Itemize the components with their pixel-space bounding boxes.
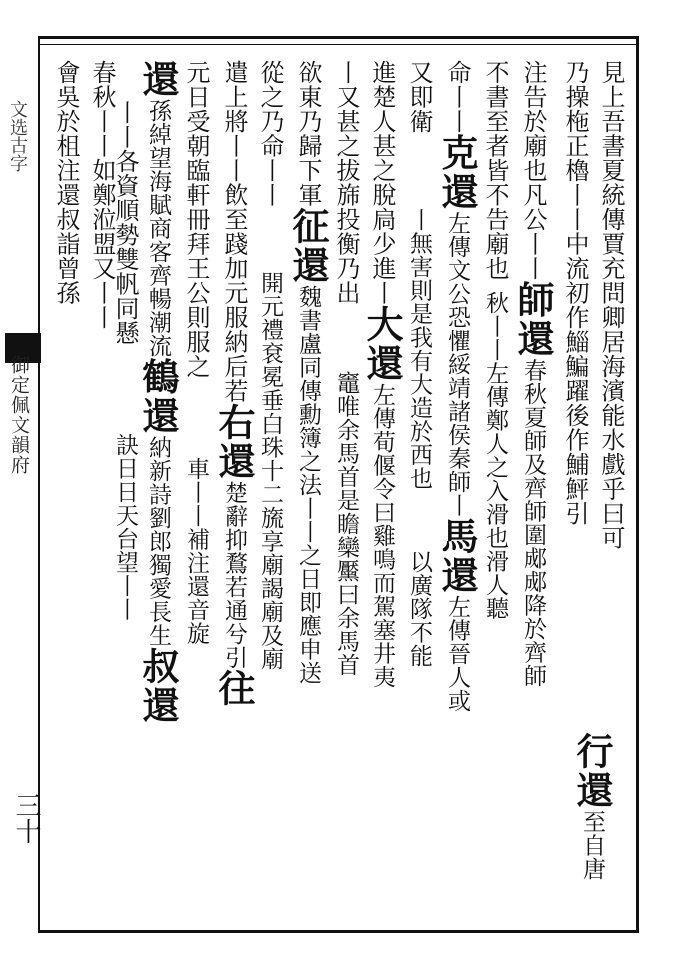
column-text: 從之乃命丨丨	[256, 60, 284, 207]
head-character: 師還	[511, 280, 555, 359]
text-column-6	[437, 60, 477, 713]
top-border	[38, 36, 638, 39]
head-character: 鶴還	[136, 357, 180, 436]
column-text: 元日受朝臨軒冊拜王公則服之	[182, 60, 210, 379]
right-border	[636, 36, 639, 933]
head-character: 克還	[435, 133, 479, 212]
annotation-text: 丨無害則是我有大造於西也	[406, 207, 432, 490]
bottom-border	[38, 930, 638, 933]
head-character: 馬還	[435, 517, 479, 595]
column-text: 會吳於柤注還叔詣曾孫	[52, 60, 80, 305]
text-column-9	[326, 60, 366, 677]
head-character: 征還	[286, 207, 330, 285]
annotation-text: 車丨丨補注還音旋	[183, 456, 209, 645]
page-number: 三十	[11, 792, 41, 844]
head-character: 叔還	[136, 647, 180, 725]
text-column-4	[513, 60, 553, 688]
head-character: 往	[212, 669, 256, 708]
column-text: 丨又甚之拔旆投衡乃出	[332, 60, 360, 305]
annotation-text: 竈唯余馬首是瞻欒黶曰余馬首	[333, 371, 359, 677]
text-column-5	[475, 60, 515, 620]
text-column-16	[82, 60, 122, 330]
annotation-text: 納新詩劉郎獨愛長生	[145, 435, 171, 647]
annotation-text: 秋丨丨左傳鄭人之入滑也滑人聽	[482, 290, 508, 620]
text-column-10	[288, 60, 328, 685]
column-text: 乃操柂正櫓丨丨中流初作鯔鯿躍後作鯆鮃引	[561, 60, 589, 526]
annotation-text: 以廣隊不能	[406, 549, 432, 667]
annotation-text: 魏書盧同傳勳簿之法丨丨之日即應申送	[295, 285, 321, 685]
top-border-inner	[38, 44, 638, 45]
text-column-11	[250, 60, 290, 671]
annotation-text: 左傳荀偃令曰雞鳴而駕塞井夷	[369, 383, 395, 689]
annotation-text: 楚辭抑鶩若通兮引	[221, 481, 247, 669]
text-column-13	[176, 60, 216, 645]
column-text: 進楚人甚之脫扃少進丨	[368, 60, 396, 305]
book-spine	[2, 40, 40, 920]
column-text: 春秋丨丨如鄭涖盟又丨丨	[88, 60, 116, 330]
column-text: 不書至者皆不告廟也	[481, 60, 509, 281]
column-text: 遣上將丨丨飲至踐加元服納后若	[220, 60, 248, 403]
annotation-text: 至自唐	[579, 810, 605, 881]
text-column-2	[555, 60, 595, 526]
column-text: 丨丨各資順勢雙帆同懸	[111, 100, 139, 345]
head-character: 還	[136, 60, 180, 99]
annotation-text: 開元禮袞冕垂白珠十二旒享廟謁廟及廟	[257, 271, 283, 671]
annotation-text: 春秋夏師及齊師圍郕郕降於齊師	[520, 358, 546, 688]
spine-upper-text: 文选古字	[7, 100, 28, 172]
annotation-text: 孫綽望海賦商客齊暢潮流	[145, 99, 171, 358]
column-text: 注告於廟也凡公丨丨	[519, 60, 547, 281]
head-character: 大還	[360, 305, 404, 383]
head-character: 行還	[570, 732, 614, 810]
text-column-7	[399, 60, 439, 667]
text-column-17	[46, 60, 86, 305]
spine-title: 御定佩文韻府	[8, 355, 30, 475]
annotation-text: 訣日日天台望丨丨	[112, 433, 138, 621]
annotation-text: 左傳晉人或	[444, 595, 470, 713]
text-column-1	[591, 60, 631, 550]
text-column-8	[362, 60, 402, 689]
text-column-3	[572, 732, 612, 881]
column-text: 見上吾書夏統傳賈充問卿居海濱能水戲乎曰可	[597, 60, 625, 550]
head-character: 右還	[212, 403, 256, 481]
annotation-text: 左傳文公恐懼綏靖諸侯秦師丨	[444, 211, 470, 517]
text-column-12	[214, 60, 254, 708]
column-text: 命丨丨	[443, 60, 471, 134]
column-text: 欲東乃歸下軍	[294, 60, 322, 207]
column-text: 又即衛	[405, 60, 433, 134]
